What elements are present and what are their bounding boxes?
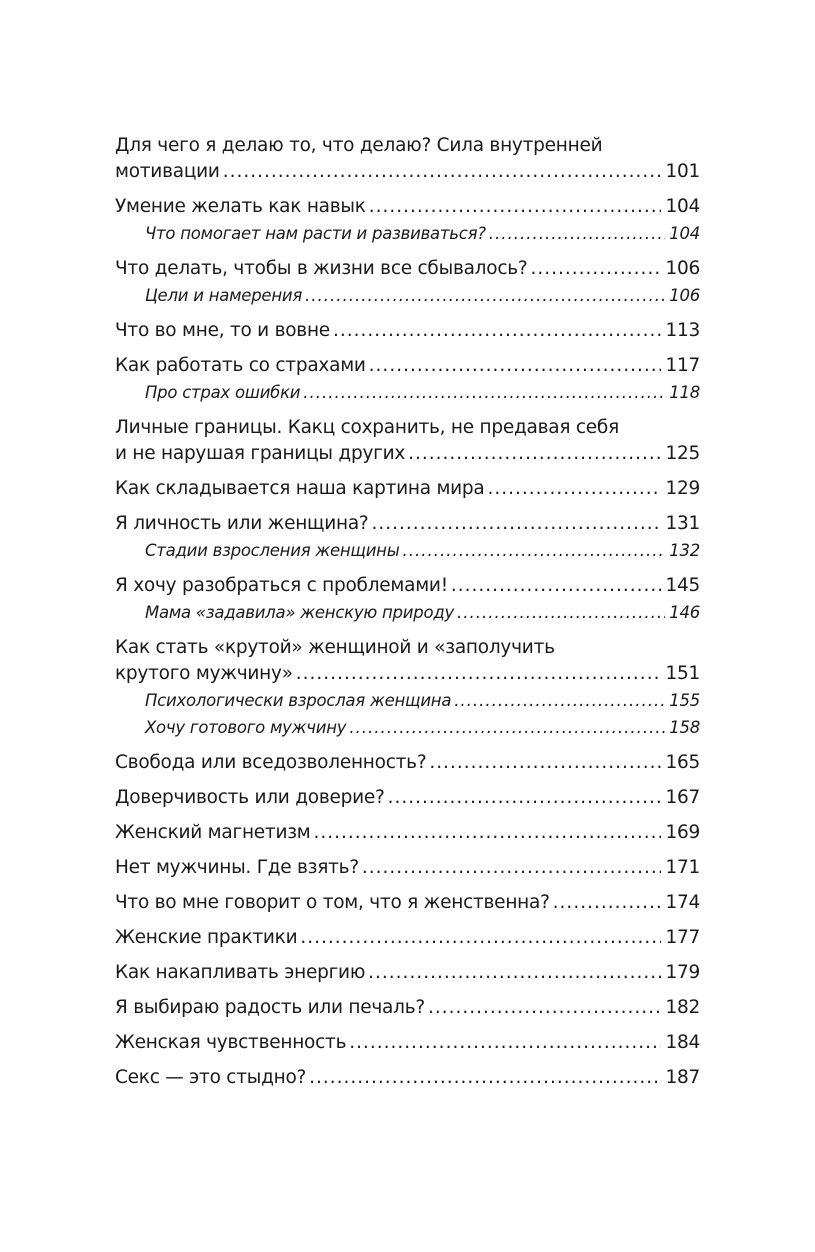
toc-line	[115, 661, 700, 687]
toc-entry-title: Нет мужчины. Где взять?	[115, 857, 359, 878]
toc-entry-title: Умение желать как навык	[115, 196, 366, 217]
table-of-contents	[115, 133, 700, 1091]
toc-entry-title: Про страх ошибки	[145, 383, 301, 402]
dot-leader	[223, 159, 662, 185]
toc-line	[115, 318, 700, 344]
toc-line	[115, 353, 700, 379]
dot-leader	[369, 194, 662, 220]
page-number: 171	[665, 857, 700, 878]
toc-entry[interactable]	[115, 318, 700, 344]
page-number: 179	[665, 962, 700, 983]
dot-leader	[489, 221, 665, 247]
toc-line	[115, 476, 700, 502]
toc-entry-title: Свобода или вседозволенность?	[115, 752, 427, 773]
toc-line	[115, 1030, 700, 1056]
dot-leader	[451, 573, 662, 599]
toc-entry-title: Цели и намерения	[145, 286, 303, 305]
toc-entry-title: Я выбираю радость или печаль?	[115, 997, 425, 1018]
toc-subentry[interactable]	[115, 283, 700, 309]
toc-subentry[interactable]	[115, 538, 700, 564]
toc-entry[interactable]	[115, 353, 700, 379]
toc-line	[115, 283, 700, 309]
toc-line	[115, 511, 700, 537]
dot-leader	[457, 600, 665, 626]
page-number: 113	[665, 320, 700, 341]
toc-entry[interactable]	[115, 635, 700, 687]
toc-entry[interactable]	[115, 820, 700, 846]
dot-leader	[314, 820, 662, 846]
dot-leader	[368, 960, 661, 986]
dot-leader	[553, 890, 662, 916]
toc-entry-title: Секс — это стыдно?	[115, 1067, 307, 1088]
page-number: 132	[669, 541, 700, 560]
page-number: 187	[665, 1067, 700, 1088]
toc-line	[115, 960, 700, 986]
toc-entry-title-line: Как стать «крутой» женщиной и «заполучить	[115, 637, 555, 658]
toc-entry[interactable]	[115, 960, 700, 986]
dot-leader	[408, 441, 661, 467]
toc-entry-title-line: Личные границы. Какц сохранить, не предавая себя	[115, 417, 619, 438]
toc-line	[115, 750, 700, 776]
dot-leader	[303, 380, 665, 406]
toc-line	[115, 820, 700, 846]
toc-entry-title: Как работать со страхами	[115, 355, 366, 376]
page-number: 106	[665, 258, 700, 279]
toc-entry[interactable]	[115, 925, 700, 951]
dot-leader	[296, 661, 662, 687]
toc-line	[115, 688, 700, 714]
dot-leader	[454, 688, 665, 714]
dot-leader	[305, 283, 665, 309]
toc-entry[interactable]	[115, 750, 700, 776]
toc-subentry[interactable]	[115, 688, 700, 714]
dot-leader	[429, 750, 661, 776]
toc-line	[115, 600, 700, 626]
toc-entry-title: Доверчивость или доверие?	[115, 787, 385, 808]
page-number: 118	[669, 383, 700, 402]
toc-line	[115, 256, 700, 282]
toc-subentry[interactable]	[115, 600, 700, 626]
toc-line	[115, 925, 700, 951]
dot-leader	[403, 538, 666, 564]
toc-entry[interactable]	[115, 511, 700, 537]
page-number: 131	[665, 513, 700, 534]
toc-entry-title: Хочу готового мужчину	[145, 718, 347, 737]
toc-line	[115, 380, 700, 406]
page-number: 167	[665, 787, 700, 808]
toc-entry-title: Что во мне говорит о том, что я женственна?	[115, 892, 550, 913]
toc-entry-title: мотивации	[115, 161, 220, 182]
toc-entry-title: Как складывается наша картина мира	[115, 478, 485, 499]
toc-entry[interactable]	[115, 194, 700, 220]
toc-line	[115, 995, 700, 1021]
dot-leader	[333, 318, 662, 344]
toc-entry-title: Женские практики	[115, 927, 298, 948]
toc-entry-title: Стадии взросления женщины	[145, 541, 400, 560]
dot-leader	[428, 995, 662, 1021]
toc-entry[interactable]	[115, 256, 700, 282]
dot-leader	[530, 256, 661, 282]
toc-entry-title-line: Для чего я делаю то, что делаю? Сила внутренней	[115, 135, 603, 156]
page-number: 169	[665, 822, 700, 843]
page-number: 151	[665, 663, 700, 684]
page-number: 165	[665, 752, 700, 773]
toc-entry-title: Я хочу разобраться с проблемами!	[115, 575, 448, 596]
page-number: 184	[665, 1032, 700, 1053]
toc-entry[interactable]	[115, 855, 700, 881]
toc-entry[interactable]	[115, 1065, 700, 1091]
page-number: 104	[669, 224, 700, 243]
page-number: 174	[665, 892, 700, 913]
toc-entry-title: Что во мне, то и вовне	[115, 320, 330, 341]
toc-entry[interactable]	[115, 573, 700, 599]
dot-leader	[388, 785, 662, 811]
toc-entry[interactable]	[115, 995, 700, 1021]
toc-line	[115, 1065, 700, 1091]
toc-entry[interactable]	[115, 476, 700, 502]
dot-leader	[349, 715, 665, 741]
dot-leader	[372, 511, 662, 537]
page-number: 129	[665, 478, 700, 499]
dot-leader	[349, 1030, 661, 1056]
toc-entry-title: Женский магнетизм	[115, 822, 311, 843]
page-number: 146	[669, 603, 700, 622]
toc-entry-title: Что помогает нам расти и развиваться?	[145, 224, 486, 243]
toc-entry-title: и не нарушая границы других	[115, 443, 406, 464]
toc-entry-title: Как накапливать энергию	[115, 962, 366, 983]
toc-entry[interactable]	[115, 1030, 700, 1056]
toc-line	[115, 159, 700, 185]
page-number: 101	[665, 161, 700, 182]
toc-line	[115, 573, 700, 599]
dot-leader	[309, 1065, 661, 1091]
toc-line	[115, 221, 700, 247]
toc-subentry[interactable]	[115, 715, 700, 741]
page-number: 182	[665, 997, 700, 1018]
toc-entry[interactable]	[115, 415, 700, 467]
toc-line	[115, 890, 700, 916]
toc-subentry[interactable]	[115, 221, 700, 247]
page-number: 125	[665, 443, 700, 464]
toc-line	[115, 441, 700, 467]
dot-leader	[362, 855, 662, 881]
toc-line	[115, 785, 700, 811]
page-number: 117	[665, 355, 700, 376]
toc-line	[115, 194, 700, 220]
toc-entry-title: Что делать, чтобы в жизни все сбывалось?	[115, 258, 528, 279]
toc-entry[interactable]	[115, 785, 700, 811]
page-number: 106	[669, 286, 700, 305]
toc-subentry[interactable]	[115, 380, 700, 406]
page-number: 145	[665, 575, 700, 596]
page-number: 158	[669, 718, 700, 737]
toc-entry-title: Я личность или женщина?	[115, 513, 369, 534]
toc-entry-title: Психологически взрослая женщина	[145, 691, 452, 710]
page-number: 177	[665, 927, 700, 948]
dot-leader	[488, 476, 662, 502]
toc-entry-title: Женская чувственность	[115, 1032, 347, 1053]
toc-entry[interactable]	[115, 133, 700, 185]
toc-entry[interactable]	[115, 890, 700, 916]
toc-entry-title: крутого мужчину»	[115, 663, 293, 684]
dot-leader	[300, 925, 661, 951]
dot-leader	[369, 353, 662, 379]
page-number: 155	[669, 691, 700, 710]
page-number: 104	[665, 196, 700, 217]
toc-line	[115, 538, 700, 564]
toc-line	[115, 715, 700, 741]
toc-line	[115, 855, 700, 881]
toc-entry-title: Мама «задавила» женскую природу	[145, 603, 454, 622]
